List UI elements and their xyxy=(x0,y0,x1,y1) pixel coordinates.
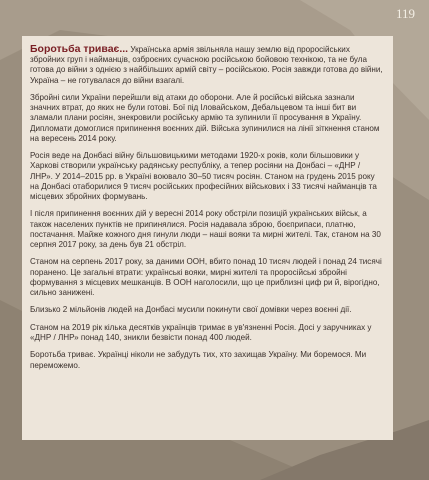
paragraph-4: І після припинення воєнних дій у вересні 2014 року обстріли позицій українських військ, а також населених пунктів не припинялися. Росія надавала зброю, боєприпаси, платню, постачання. Майже кожного дня гинули люди – наші вояки та мирні жителі. Так, станом на 30 серпня 2017 року, за день був 21 обстріл. xyxy=(30,209,381,250)
paragraph-3: Росія веде на Донбасі війну більшовицькими методами 1920-х років, коли більшовики у Харкові створили українську радянську республіку, а тепер росіяни на Донбасі – «ДНР / ЛНР». У 2014–2015 рр. в Україні воювало 30–50 тисяч росіян. Станом на грудень 2015 року на Донбасі отаборилися 9 тисяч російських професійних військових і 33 тисячі найманців та місцевих збройних формувань. xyxy=(30,151,377,202)
paragraph-7: Станом на 2019 рік кілька десятків українців тримає в ув'язненні Росія. Досі у заручниках у «ДНР / ЛНР» понад 140, зникли безвісти понад 400 людей. xyxy=(30,322,372,342)
page-number: 119 xyxy=(395,6,415,21)
article-heading: Боротьба триває... xyxy=(30,43,129,55)
paragraph-1-text: Українська армія звільняла нашу землю від проросійських збройних груп і найманців, озброєних сучасною російською бойовою технікою, та не була готова до війни з однією з найбільших армій світу – російською. Росія завжди готова до війни, Україна – не готувалася до війни взагалі. xyxy=(30,45,383,85)
paragraph-8: Боротьба триває. Українці ніколи не забудуть тих, хто захищав Україну. Ми боремося. Ми переможемо. xyxy=(30,350,367,370)
paragraph-6: Близько 2 мільйонів людей на Донбасі мусили покинути свої домівки через воєнні дії. xyxy=(30,305,352,315)
paragraph-5: Станом на серпень 2017 року, за даними ООН, вбито понад 10 тисяч людей і понад 24 тисячі поранено. Це загальні втрати: українські вояки, мирні жителі та проросійські збройні формування з місцевих мешканців. В ООН наголосили, що це приблизні циф ри й, вірогідно, сильно занижені. xyxy=(30,257,382,298)
article-panel xyxy=(22,36,393,440)
paragraph-2: Збройні сили України перейшли від атаки до оборони. Але й російські війська зазнали значних втрат, до яких не були готові. Бої під Іловайськом, Дебальцевом та інші бит ви зламали плани росіян, знекровили російську армію та зупинили її просування в Україну. Дипломати домоглися припинення воєнних дій. Війська зупинилися на лінії зіткнення станом на вересень 2014 року. xyxy=(30,93,380,143)
paragraph-1 xyxy=(30,44,385,86)
